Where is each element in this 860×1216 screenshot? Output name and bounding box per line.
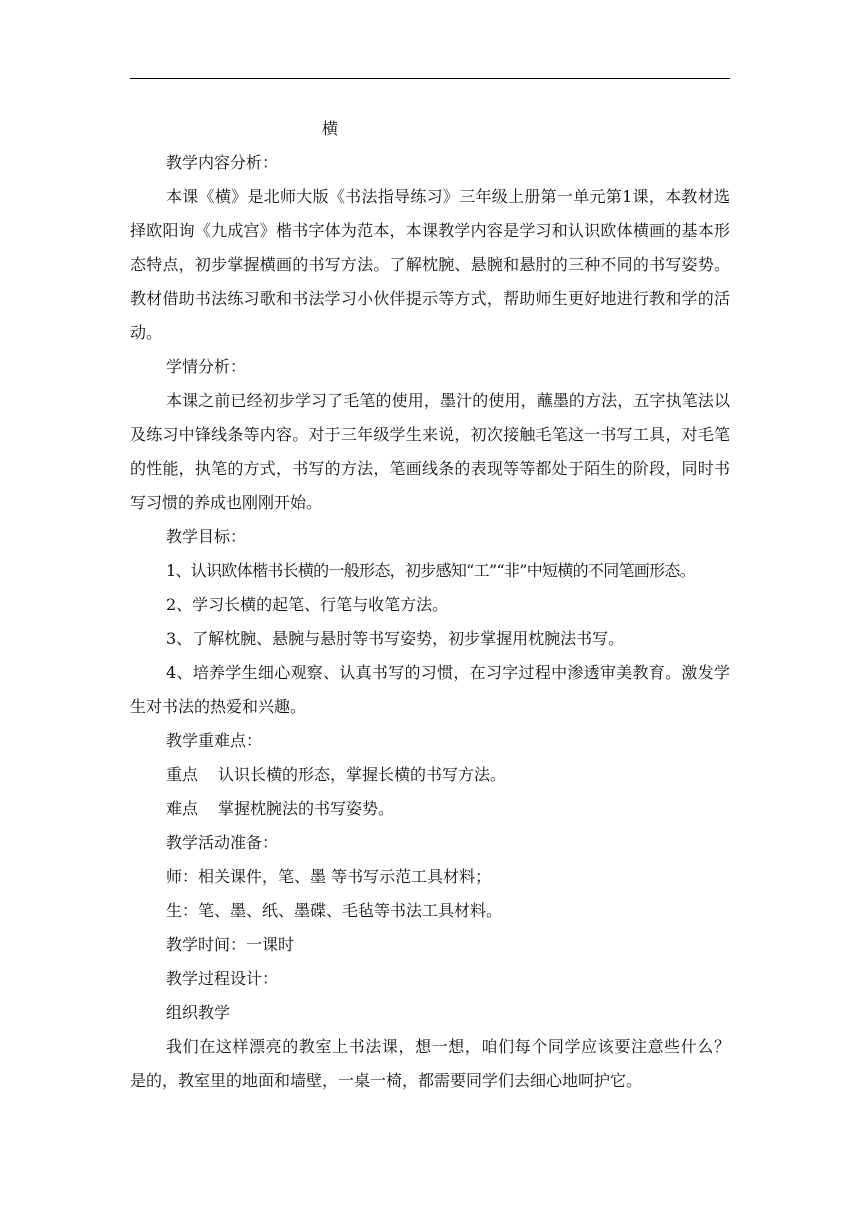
content-analysis-heading: 教学内容分析： xyxy=(166,153,279,172)
document-body xyxy=(130,112,730,1098)
process-heading: 教学过程设计： xyxy=(166,969,279,988)
student-analysis-body: 本课之前已经初步学习了毛笔的使用，墨汁的使用，蘸墨的方法，五字执笔法以及练习中锋线条等内容。对于三年级学生来说，初次接触毛笔这一书写工具，对毛笔的性能，执笔的方式，书写的方法，笔画线条的表现等等都处于陌生的阶段，同时书写习惯的养成也刚刚开始。 xyxy=(130,391,730,512)
header-rule xyxy=(130,78,730,79)
goal-item-3: 3、了解枕腕、悬腕与悬肘等书写姿势，初步掌握用枕腕法书写。 xyxy=(166,629,625,648)
goal-item-1: 1、认识欧体楷书长横的一般形态，初步感知“工”“非”中短横的不同笔画形态。 xyxy=(166,561,695,580)
difficulty-label: 难点 xyxy=(166,799,199,818)
key-point-text: 认识长横的形态，掌握长横的书写方法。 xyxy=(218,765,507,784)
difficulty-text: 掌握枕腕法的书写姿势。 xyxy=(218,799,395,818)
preparation-teacher: 师：相关课件，笔、墨 等书写示范工具材料； xyxy=(166,867,492,886)
key-points-heading: 教学重难点： xyxy=(166,731,263,750)
key-point-label: 重点 xyxy=(166,765,199,784)
process-body: 我们在这样漂亮的教室上书法课，想一想，咱们每个同学应该要注意些什么？ 是的，教室里的地面和墙壁，一桌一椅，都需要同学们去细心地呵护它。 xyxy=(130,1037,730,1090)
goal-item-2: 2、学习长横的起笔、行笔与收笔方法。 xyxy=(166,595,449,614)
process-sub-heading: 组织教学 xyxy=(166,1003,231,1022)
preparation-heading: 教学活动准备： xyxy=(166,833,279,852)
content-analysis-body: 本课《横》是北师大版《书法指导练习》三年级上册第一单元第1课，本教材选择欧阳询《九成宫》楷书字体为范本，本课教学内容是学习和认识欧体横画的基本形态特点，初步掌握横画的书写方法。了解枕腕、悬腕和悬肘的三种不同的书写姿势。教材借助书法练习歌和书法学习小伙伴提示等方式，帮助师生更好地进行教和学的活动。 xyxy=(130,187,730,342)
preparation-student: 生：笔、墨、纸、墨碟、毛毡等书法工具材料。 xyxy=(166,901,503,920)
document-title: 横 xyxy=(322,119,339,138)
goal-item-4: 4、培养学生细心观察、认真书写的习惯，在习字过程中渗透审美教育。激发学生对书法的热爱和兴趣。 xyxy=(130,663,730,716)
difficulty-line xyxy=(130,792,730,826)
goals-heading: 教学目标： xyxy=(166,527,247,546)
student-analysis-heading: 学情分析： xyxy=(166,357,247,376)
key-point-line xyxy=(130,758,730,792)
teaching-time: 教学时间：一课时 xyxy=(166,935,295,954)
